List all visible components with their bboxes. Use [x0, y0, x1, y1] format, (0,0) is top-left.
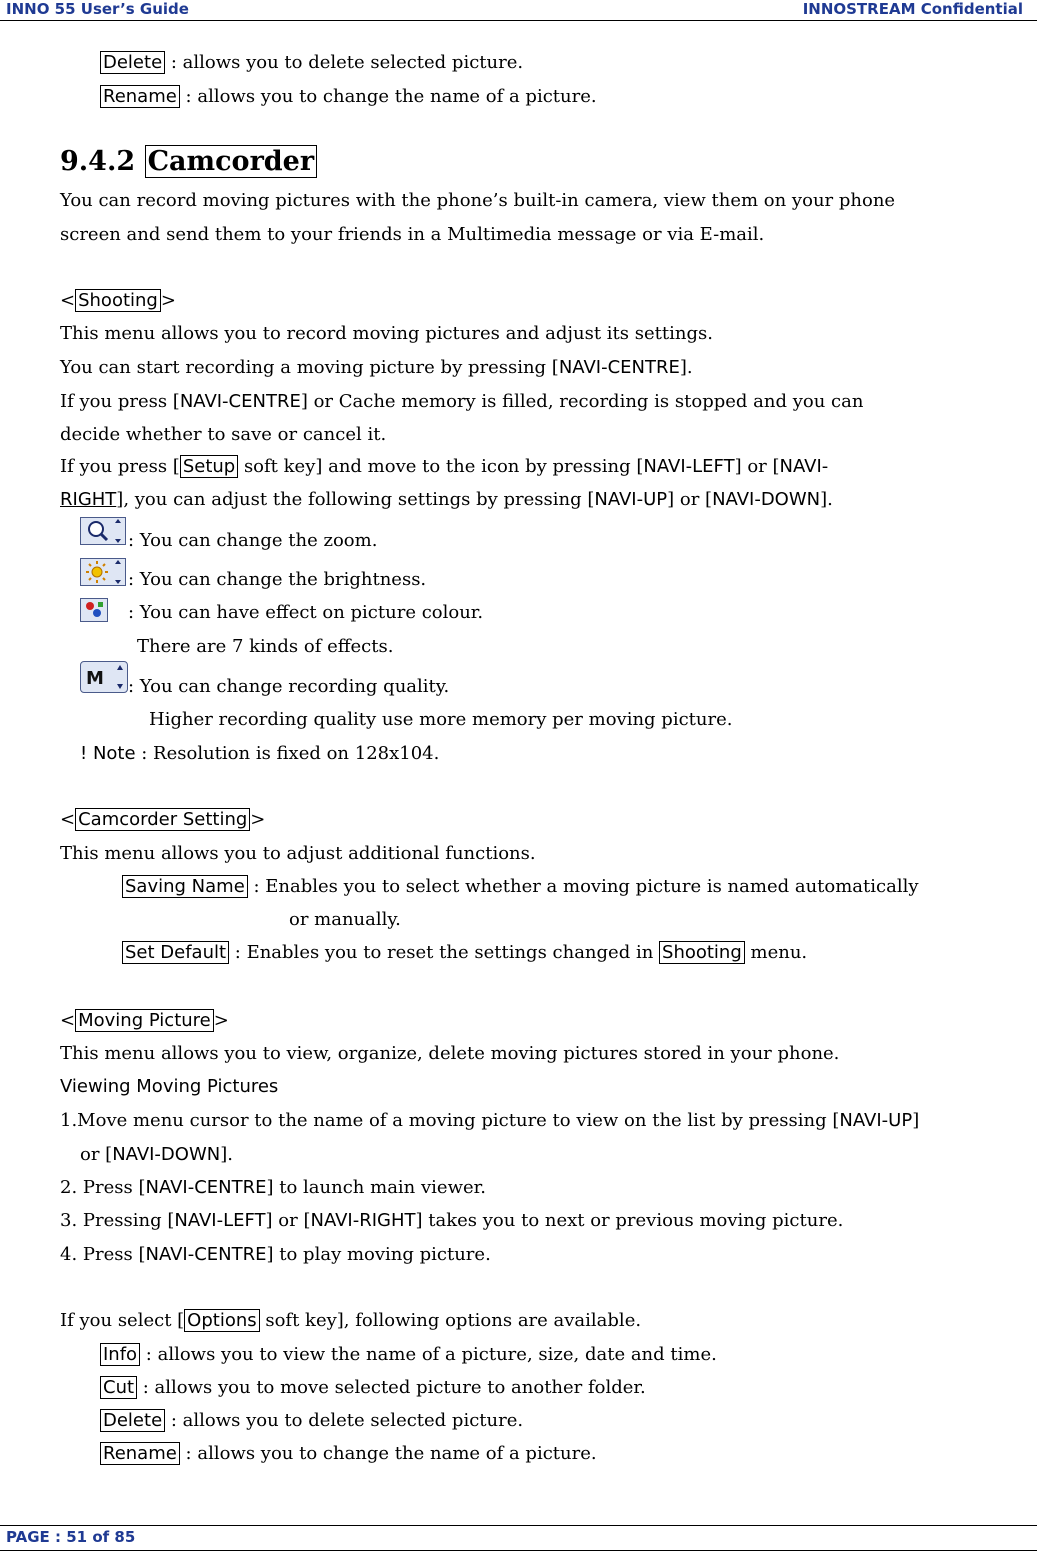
moving-picture-heading: < Moving Picture >: [60, 1010, 229, 1031]
brightness-desc: : You can change the brightness.: [128, 569, 427, 590]
intro-line-1: You can record moving pictures with the phone’s built-in camera, view them on your phone: [60, 190, 896, 211]
effect-desc-2: There are 7 kinds of effects.: [137, 636, 394, 657]
intro-line-2: screen and send them to your friends in a Multimedia message or via E-mail.: [60, 224, 765, 245]
step-4: 4. Press [NAVI-CENTRE] to play moving picture.: [60, 1244, 491, 1265]
shooting-line-6: RIGHT], you can adjust the following settings by pressing [NAVI-UP] or [NAVI-DOWN].: [60, 489, 833, 510]
option-info: Info : allows you to view the name of a picture, size, date and time.: [100, 1344, 717, 1366]
option-delete: Delete : allows you to delete selected picture.: [100, 1410, 523, 1432]
shooting-line-3: If you press [NAVI-CENTRE] or Cache memory is filled, recording is stopped and you can: [60, 391, 864, 412]
color-effect-icon: [80, 598, 108, 622]
shooting-heading: < Shooting >: [60, 290, 176, 311]
zoom-icon: [80, 517, 126, 545]
section-heading: 9.4.2 Camcorder: [60, 146, 317, 177]
shooting-line-4: decide whether to save or cancel it.: [60, 424, 387, 445]
step-2: 2. Press [NAVI-CENTRE] to launch main viewer.: [60, 1177, 486, 1198]
step-3: 3. Pressing [NAVI-LEFT] or [NAVI-RIGHT] takes you to next or previous moving picture.: [60, 1210, 844, 1231]
page-number: PAGE : 51 of 85: [6, 1528, 136, 1546]
effect-desc: : You can have effect on picture colour.: [128, 602, 484, 623]
shooting-line-5: If you press [ Setup soft key] and move to the icon by pressing [NAVI-LEFT] or [NAVI-: [60, 456, 829, 477]
option-rename: Rename : allows you to change the name of a picture.: [100, 1443, 597, 1465]
set-default-line: Set Default : Enables you to reset the settings changed in Shooting menu.: [122, 942, 807, 964]
svg-text:M: M: [86, 668, 104, 689]
zoom-desc: : You can change the zoom.: [128, 530, 378, 551]
step-1: 1.Move menu cursor to the name of a moving picture to view on the list by pressing [NAVI-UP]: [60, 1110, 920, 1131]
option-delete-top: Delete : allows you to delete selected picture.: [100, 52, 523, 74]
moving-picture-line-1: This menu allows you to view, organize, delete moving pictures stored in your phone.: [60, 1043, 840, 1064]
shooting-line-2: You can start recording a moving picture by pressing [NAVI-CENTRE].: [60, 357, 693, 378]
step-1-cont: or [NAVI-DOWN].: [80, 1144, 233, 1165]
camcorder-setting-line-1: This menu allows you to adjust additional functions.: [60, 843, 536, 864]
quality-icon: [80, 661, 128, 693]
option-rename-top: Rename : allows you to change the name of a picture.: [100, 86, 597, 108]
note-line: ! Note : Resolution is fixed on 128x104.: [80, 743, 440, 764]
quality-desc-2: Higher recording quality use more memory per moving picture.: [149, 709, 733, 730]
page-header: [0, 0, 1037, 21]
saving-name-line: Saving Name : Enables you to select whether a moving picture is named automatically: [122, 876, 919, 898]
shooting-line-1: This menu allows you to record moving pictures and adjust its settings.: [60, 323, 713, 344]
page-footer: [0, 1525, 1037, 1551]
saving-name-line-2: or manually.: [289, 909, 401, 930]
options-intro: If you select [ Options soft key], following options are available.: [60, 1310, 642, 1331]
viewing-subheading: Viewing Moving Pictures: [60, 1076, 279, 1097]
brightness-icon: [80, 558, 126, 586]
header-left: INNO 55 User’s Guide: [6, 0, 189, 18]
header-right: INNOSTREAM Confidential: [802, 0, 1023, 18]
camcorder-setting-heading: < Camcorder Setting >: [60, 809, 266, 830]
option-cut: Cut : allows you to move selected picture to another folder.: [100, 1377, 646, 1399]
quality-desc: : You can change recording quality.: [128, 676, 450, 697]
